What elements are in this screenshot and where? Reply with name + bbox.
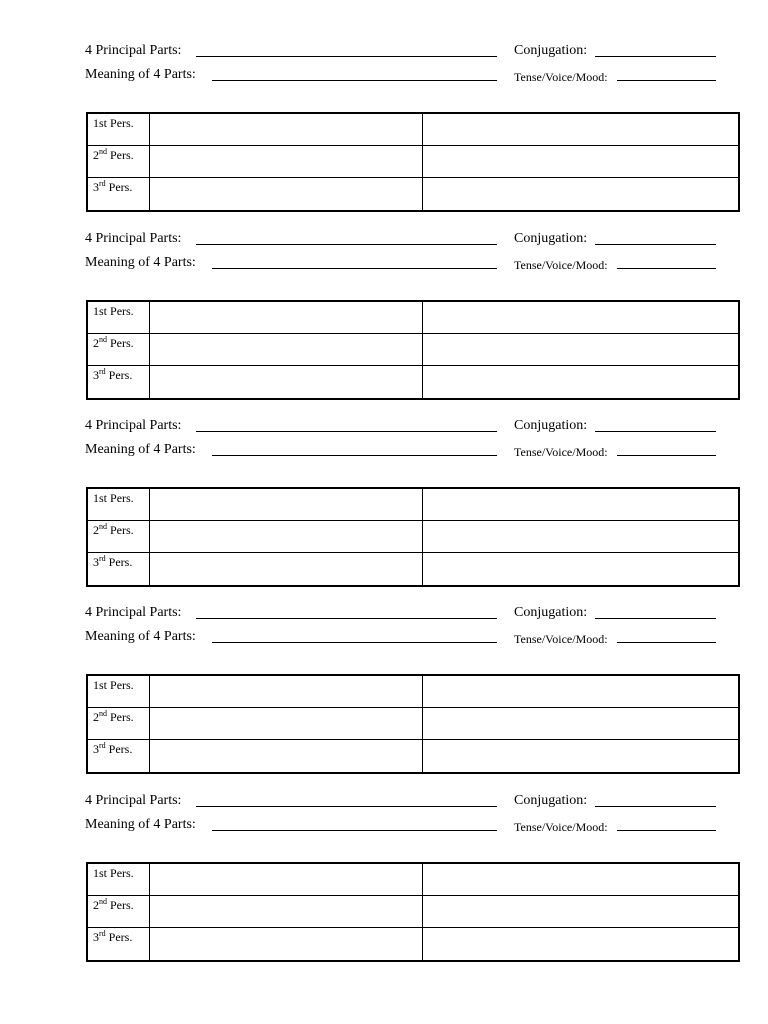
- meaning-blank[interactable]: [212, 254, 497, 269]
- tense-voice-mood-label: Tense/Voice/Mood:: [514, 632, 608, 646]
- person-row: [87, 488, 739, 520]
- conjugation-label: Conjugation:: [514, 43, 588, 58]
- plural-form-cell[interactable]: [422, 333, 739, 365]
- person-word: Pers.: [110, 304, 134, 318]
- person-row: [87, 333, 739, 365]
- principal-parts-blank[interactable]: [196, 604, 497, 619]
- person-word: Pers.: [110, 866, 134, 880]
- person-word: Pers.: [110, 678, 134, 692]
- meaning-blank[interactable]: [212, 441, 497, 456]
- person-row: [87, 739, 739, 773]
- tense-voice-mood-blank[interactable]: [617, 254, 716, 269]
- meaning-label: Meaning of 4 Parts:: [85, 442, 196, 457]
- plural-form-cell[interactable]: [422, 113, 739, 145]
- person-label-cell: [87, 113, 149, 145]
- conjugation-table: [86, 674, 740, 774]
- tense-voice-mood-label: Tense/Voice/Mood:: [514, 258, 608, 272]
- person-number: 1st: [93, 866, 108, 880]
- meaning-label: Meaning of 4 Parts:: [85, 255, 196, 270]
- principal-parts-label: 4 Principal Parts:: [85, 231, 182, 246]
- person-number: 3: [93, 367, 99, 382]
- person-row: [87, 552, 739, 586]
- plural-form-cell[interactable]: [422, 145, 739, 177]
- principal-parts-blank[interactable]: [196, 792, 497, 807]
- person-number: 2: [93, 335, 99, 350]
- principal-parts-row: [0, 604, 768, 624]
- person-row: [87, 707, 739, 739]
- conjugation-label: Conjugation:: [514, 793, 588, 808]
- person-row: [87, 863, 739, 895]
- person-label-cell: [87, 520, 149, 552]
- person-row: [87, 895, 739, 927]
- plural-form-cell[interactable]: [422, 520, 739, 552]
- person-word: Pers.: [108, 929, 133, 944]
- person-number: 2: [93, 522, 99, 537]
- person-number: 1st: [93, 116, 108, 130]
- singular-form-cell[interactable]: [149, 675, 422, 707]
- principal-parts-row: [0, 42, 768, 62]
- singular-form-cell[interactable]: [149, 301, 422, 333]
- person-word: Pers.: [110, 116, 134, 130]
- meaning-label: Meaning of 4 Parts:: [85, 67, 196, 82]
- singular-form-cell[interactable]: [149, 863, 422, 895]
- meaning-row: [0, 628, 768, 648]
- person-row: [87, 365, 739, 399]
- tense-voice-mood-blank[interactable]: [617, 628, 716, 643]
- person-word: Pers.: [110, 335, 134, 350]
- person-word: Pers.: [110, 897, 134, 912]
- plural-form-cell[interactable]: [422, 707, 739, 739]
- singular-form-cell[interactable]: [149, 520, 422, 552]
- singular-form-cell[interactable]: [149, 365, 422, 399]
- person-word: Pers.: [108, 367, 133, 382]
- conjugation-label: Conjugation:: [514, 418, 588, 433]
- tense-voice-mood-blank[interactable]: [617, 66, 716, 81]
- conjugation-blank[interactable]: [595, 417, 716, 432]
- tense-voice-mood-blank[interactable]: [617, 816, 716, 831]
- person-ordinal-suffix: rd: [99, 366, 106, 376]
- tense-voice-mood-blank[interactable]: [617, 441, 716, 456]
- person-word: Pers.: [110, 147, 134, 162]
- singular-form-cell[interactable]: [149, 552, 422, 586]
- tense-voice-mood-label: Tense/Voice/Mood:: [514, 70, 608, 84]
- person-ordinal-suffix: nd: [99, 708, 107, 718]
- meaning-label: Meaning of 4 Parts:: [85, 817, 196, 832]
- person-row: [87, 927, 739, 961]
- singular-form-cell[interactable]: [149, 488, 422, 520]
- singular-form-cell[interactable]: [149, 707, 422, 739]
- plural-form-cell[interactable]: [422, 301, 739, 333]
- person-label-cell: [87, 863, 149, 895]
- person-label-cell: [87, 552, 149, 586]
- person-number: 3: [93, 554, 99, 569]
- person-row: [87, 520, 739, 552]
- principal-parts-row: [0, 792, 768, 812]
- person-label-cell: [87, 301, 149, 333]
- conjugation-blank[interactable]: [595, 792, 716, 807]
- person-ordinal-suffix: rd: [99, 178, 106, 188]
- singular-form-cell[interactable]: [149, 927, 422, 961]
- person-row: [87, 145, 739, 177]
- person-label-cell: [87, 675, 149, 707]
- meaning-blank[interactable]: [212, 816, 497, 831]
- conjugation-table: [86, 112, 740, 212]
- person-row: [87, 113, 739, 145]
- singular-form-cell[interactable]: [149, 177, 422, 211]
- tense-voice-mood-label: Tense/Voice/Mood:: [514, 820, 608, 834]
- plural-form-cell[interactable]: [422, 675, 739, 707]
- meaning-row: [0, 441, 768, 461]
- person-number: 1st: [93, 304, 108, 318]
- conjugation-table: [86, 862, 740, 962]
- person-word: Pers.: [110, 709, 134, 724]
- principal-parts-row: [0, 417, 768, 437]
- plural-form-cell[interactable]: [422, 365, 739, 399]
- person-ordinal-suffix: nd: [99, 521, 107, 531]
- person-word: Pers.: [110, 491, 134, 505]
- singular-form-cell[interactable]: [149, 739, 422, 773]
- plural-form-cell[interactable]: [422, 927, 739, 961]
- person-number: 1st: [93, 491, 108, 505]
- conjugation-table: [86, 487, 740, 587]
- singular-form-cell[interactable]: [149, 145, 422, 177]
- person-ordinal-suffix: rd: [99, 928, 106, 938]
- conjugation-table: [86, 300, 740, 400]
- person-ordinal-suffix: nd: [99, 334, 107, 344]
- person-ordinal-suffix: rd: [99, 740, 106, 750]
- principal-parts-blank[interactable]: [196, 417, 497, 432]
- person-number: 2: [93, 147, 99, 162]
- person-label-cell: [87, 488, 149, 520]
- person-number: 3: [93, 179, 99, 194]
- principal-parts-blank[interactable]: [196, 230, 497, 245]
- principal-parts-label: 4 Principal Parts:: [85, 43, 182, 58]
- person-ordinal-suffix: rd: [99, 553, 106, 563]
- plural-form-cell[interactable]: [422, 863, 739, 895]
- person-row: [87, 675, 739, 707]
- verb-entry-section-5: [0, 792, 768, 967]
- principal-parts-blank[interactable]: [196, 42, 497, 57]
- person-label-cell: [87, 739, 149, 773]
- conjugation-label: Conjugation:: [514, 605, 588, 620]
- person-label-cell: [87, 707, 149, 739]
- principal-parts-label: 4 Principal Parts:: [85, 605, 182, 620]
- plural-form-cell[interactable]: [422, 488, 739, 520]
- plural-form-cell[interactable]: [422, 739, 739, 773]
- person-row: [87, 177, 739, 211]
- meaning-blank[interactable]: [212, 66, 497, 81]
- meaning-row: [0, 816, 768, 836]
- tense-voice-mood-label: Tense/Voice/Mood:: [514, 445, 608, 459]
- conjugation-blank[interactable]: [595, 604, 716, 619]
- person-label-cell: [87, 895, 149, 927]
- person-ordinal-suffix: nd: [99, 896, 107, 906]
- person-word: Pers.: [108, 179, 133, 194]
- person-label-cell: [87, 145, 149, 177]
- singular-form-cell[interactable]: [149, 895, 422, 927]
- verb-entry-section-4: [0, 604, 768, 779]
- singular-form-cell[interactable]: [149, 113, 422, 145]
- principal-parts-label: 4 Principal Parts:: [85, 793, 182, 808]
- person-number: 3: [93, 741, 99, 756]
- person-number: 1st: [93, 678, 108, 692]
- person-word: Pers.: [110, 522, 134, 537]
- conjugation-label: Conjugation:: [514, 231, 588, 246]
- singular-form-cell[interactable]: [149, 333, 422, 365]
- person-label-cell: [87, 177, 149, 211]
- person-word: Pers.: [108, 741, 133, 756]
- person-label-cell: [87, 365, 149, 399]
- person-label-cell: [87, 927, 149, 961]
- conjugation-blank[interactable]: [595, 230, 716, 245]
- person-row: [87, 301, 739, 333]
- plural-form-cell[interactable]: [422, 552, 739, 586]
- meaning-row: [0, 66, 768, 86]
- conjugation-blank[interactable]: [595, 42, 716, 57]
- person-number: 2: [93, 897, 99, 912]
- meaning-label: Meaning of 4 Parts:: [85, 629, 196, 644]
- person-number: 2: [93, 709, 99, 724]
- meaning-row: [0, 254, 768, 274]
- principal-parts-label: 4 Principal Parts:: [85, 418, 182, 433]
- person-number: 3: [93, 929, 99, 944]
- principal-parts-row: [0, 230, 768, 250]
- plural-form-cell[interactable]: [422, 895, 739, 927]
- person-ordinal-suffix: nd: [99, 146, 107, 156]
- person-word: Pers.: [108, 554, 133, 569]
- verb-entry-section-3: [0, 417, 768, 592]
- person-label-cell: [87, 333, 149, 365]
- verb-entry-section-2: [0, 230, 768, 405]
- plural-form-cell[interactable]: [422, 177, 739, 211]
- meaning-blank[interactable]: [212, 628, 497, 643]
- verb-entry-section-1: [0, 42, 768, 217]
